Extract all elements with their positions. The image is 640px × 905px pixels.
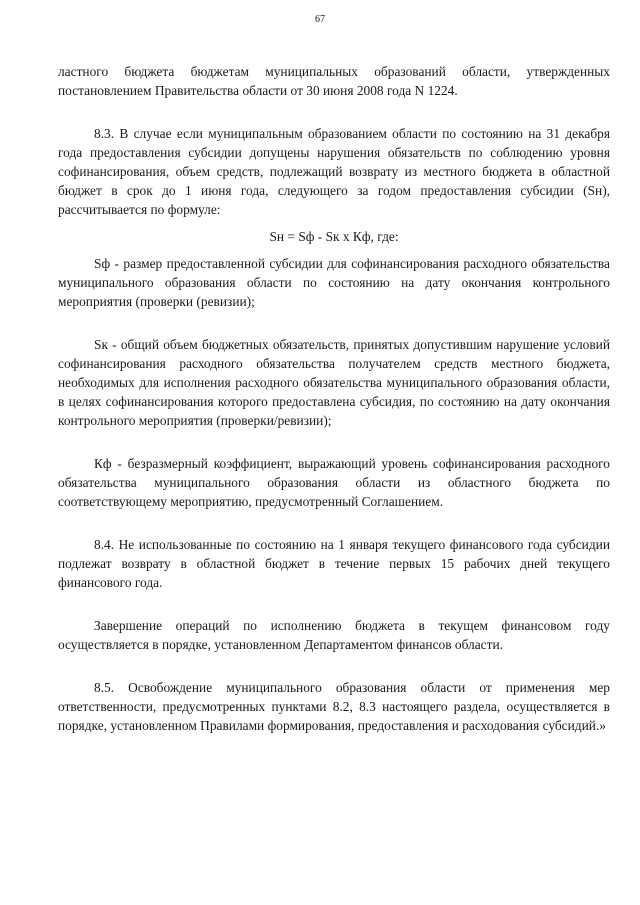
formula: Sн = Sф - Sк x Кф, где:	[269, 229, 399, 244]
paragraph-8-3: 8.3. В случае если муниципальным образованием области по состоянию на 31 декабря года предоставления субсидии допущены нарушения обязательств по соблюдению уровня софинансирования, объем средств, подлежащий возврату из местного бюджета в областной бюджет в срок до 1 июня года, следующего за годом предоставления субсидии (Sн), рассчитывается по формуле:	[58, 126, 610, 217]
definition-sk: Sк - общий объем бюджетных обязательств, принятых допустившим нарушение условий софинансирования расходного обязательства получателем средств местного бюджета, необходимых для исполнения расходного обязательства муниципального образования области, в целях софинансирования которого предоставлена субсидия, по состоянию на дату окончания контрольного мероприятия (проверки/ревизии);	[58, 337, 610, 428]
paragraph-8-5: 8.5. Освобождение муниципального образования области от применения мер ответственности, предусмотренных пунктами 8.2, 8.3 настоящего раздела, осуществляется в порядке, установленном Правилами формирования, предоставления и расходования субсидий.»	[58, 680, 610, 733]
definition-sf: Sф - размер предоставленной субсидии для софинансирования расходного обязательства муниципального образования области по состоянию на дату окончания контрольного мероприятия (проверки (ревизии);	[58, 256, 610, 309]
paragraph-8-4: 8.4. Не использованные по состоянию на 1 января текущего финансового года субсидии подлежат возврату в областной бюджет в течение первых 15 рабочих дней текущего финансового года.	[58, 537, 610, 590]
document-body	[58, 62, 610, 735]
definition-kf: Кф - безразмерный коэффициент, выражающий уровень софинансирования расходного обязательства муниципального образования области из областного бюджета по соответствующему мероприятию, предусмотренный Соглашением.	[58, 456, 610, 509]
paragraph-budget-completion: Завершение операций по исполнению бюджета в текущем финансовом году осуществляется в порядке, установленном Департаментом финансов области.	[58, 618, 610, 652]
page-number: 67	[315, 14, 325, 25]
paragraph-continuation: ластного бюджета бюджетам муниципальных образований области, утвержденных постановлением Правительства области от 30 июня 2008 года N 1224.	[58, 64, 610, 98]
